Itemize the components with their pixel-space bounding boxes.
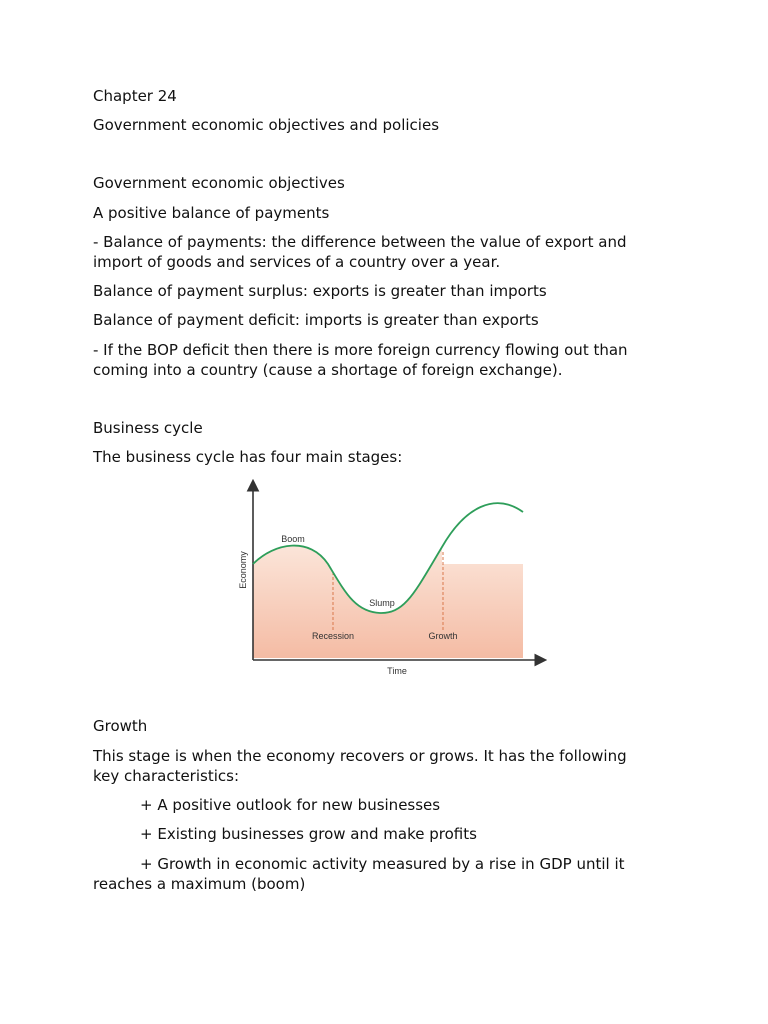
chapter-title: Government economic objectives and policies — [93, 116, 440, 134]
section-heading-business-cycle: Business cycle — [93, 419, 203, 437]
chapter-number: Chapter 24 — [93, 87, 177, 105]
section-heading-objectives: Government economic objectives — [93, 174, 345, 192]
paragraph-bop-definition: - Balance of payments: the difference between the value of export and import of goods and services of a country over a year. — [93, 233, 627, 271]
business-cycle-diagram — [230, 472, 560, 682]
paragraph-bop-foreign-currency: - If the BOP deficit then there is more foreign currency flowing out than coming into a country (cause a shortage of foreign exchange). — [93, 341, 628, 379]
x-axis-label: Time — [387, 666, 407, 676]
section-heading-growth: Growth — [93, 717, 148, 735]
subheading-balance-of-payments: A positive balance of payments — [93, 204, 330, 222]
paragraph-business-cycle-intro: The business cycle has four main stages: — [93, 448, 403, 466]
growth-label: Growth — [428, 631, 458, 641]
paragraph-bop-surplus: Balance of payment surplus: exports is greater than imports — [93, 282, 547, 300]
growth-bullet-2: + Existing businesses grow and make profits — [140, 825, 477, 843]
y-axis-label: Economy — [238, 551, 248, 589]
paragraph-growth-intro: This stage is when the economy recovers or grows. It has the following key characteristics: — [93, 747, 627, 785]
recession-label: Recession — [311, 631, 355, 641]
growth-bullet-3: + Growth in economic activity measured by a rise in GDP until it reaches a maximum (boom) — [93, 855, 625, 893]
boom-label: Boom — [281, 534, 305, 544]
slump-label: Slump — [369, 598, 395, 608]
paragraph-bop-deficit: Balance of payment deficit: imports is greater than exports — [93, 311, 539, 329]
growth-bullet-1: + A positive outlook for new businesses — [140, 796, 441, 814]
